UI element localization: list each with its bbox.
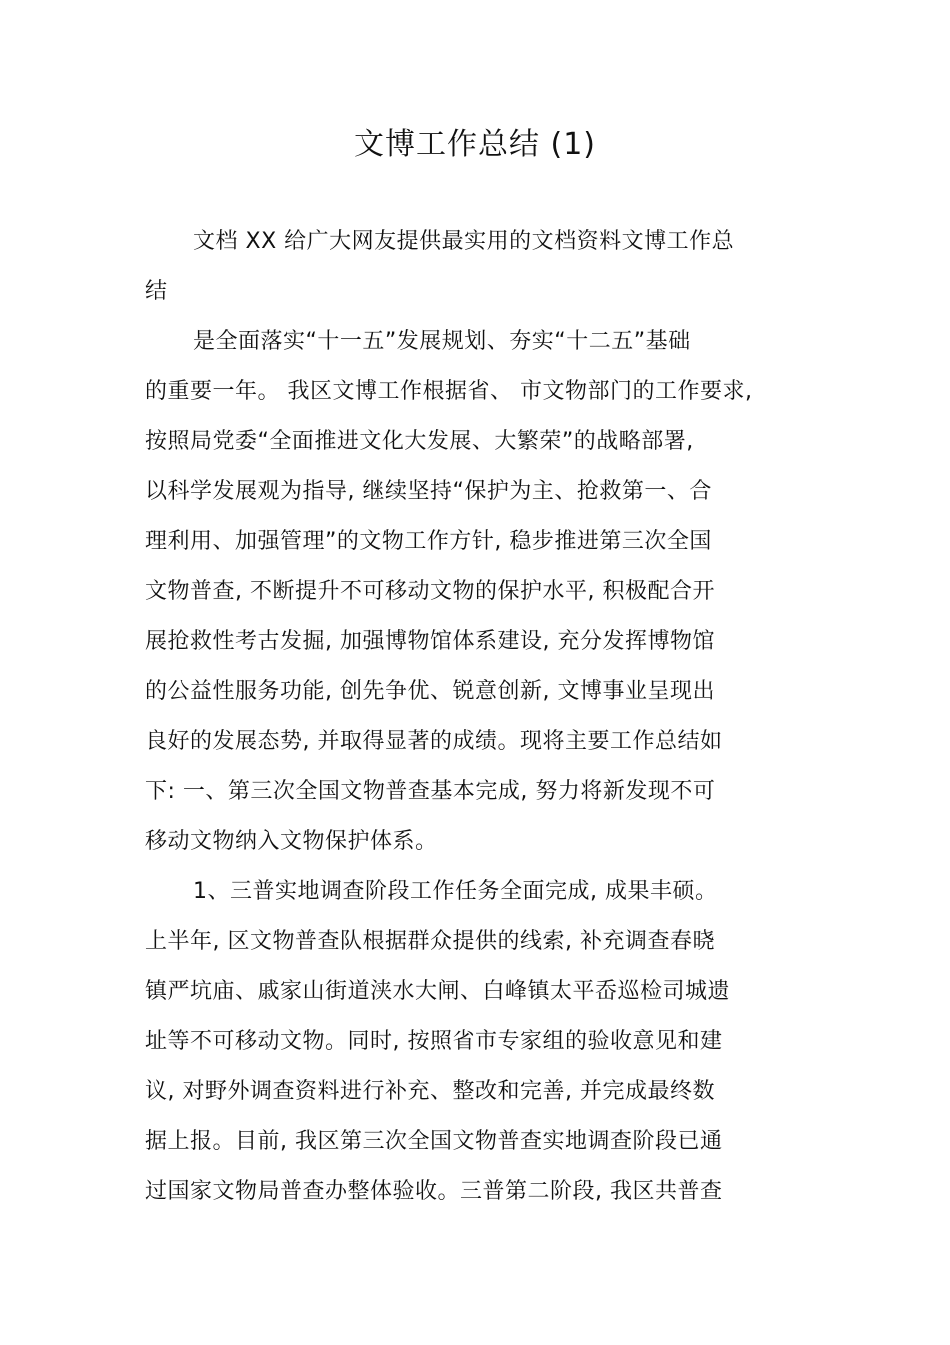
text-line: 上半年, 区文物普查队根据群众提供的线索, 补充调查春晓	[145, 929, 715, 954]
text-line: 移动文物纳入文物保护体系。	[145, 829, 438, 854]
text-line: 结	[145, 279, 168, 304]
text-line: 按照局党委“全面推进文化大发展、大繁荣”的战略部署,	[145, 429, 694, 454]
text-line: 以科学发展观为指导, 继续坚持“保护为主、抢救第一、合	[145, 479, 712, 504]
text-line: 据上报。目前, 我区第三次全国文物普查实地调查阶段已通	[145, 1129, 723, 1154]
text-line: 镇严坑庙、戚家山街道浃水大闸、白峰镇太平岙巡检司城遗	[145, 979, 731, 1004]
document-title: 文博工作总结 (1)	[353, 127, 597, 162]
text-line: 是全面落实“十一五”发展规划、夯实“十二五”基础	[193, 329, 691, 354]
text-line: 过国家文物局普查办整体验收。三普第二阶段, 我区共普查	[145, 1179, 723, 1204]
text-line: 的公益性服务功能, 创先争优、锐意创新, 文博事业呈现出	[145, 679, 715, 704]
text-line: 下: 一、第三次全国文物普查基本完成, 努力将新发现不可	[145, 779, 716, 804]
text-line: 良好的发展态势, 并取得显著的成绩。现将主要工作总结如	[145, 729, 723, 754]
text-line: 文档 XX 给广大网友提供最实用的文档资料文博工作总	[193, 229, 735, 254]
text-line: 议, 对野外调查资料进行补充、整改和完善, 并完成最终数	[145, 1079, 715, 1104]
text-line: 理利用、加强管理”的文物工作方针, 稳步推进第三次全国	[145, 529, 712, 554]
text-line: 1、三普实地调查阶段工作任务全面完成, 成果丰硕。	[193, 879, 718, 904]
text-line: 的重要一年。 我区文博工作根据省、 市文物部门的工作要求,	[145, 379, 753, 404]
text-line: 址等不可移动文物。同时, 按照省市专家组的验收意见和建	[145, 1029, 723, 1054]
text-line: 展抢救性考古发掘, 加强博物馆体系建设, 充分发挥博物馆	[145, 629, 715, 654]
text-line: 文物普查, 不断提升不可移动文物的保护水平, 积极配合开	[145, 579, 715, 604]
